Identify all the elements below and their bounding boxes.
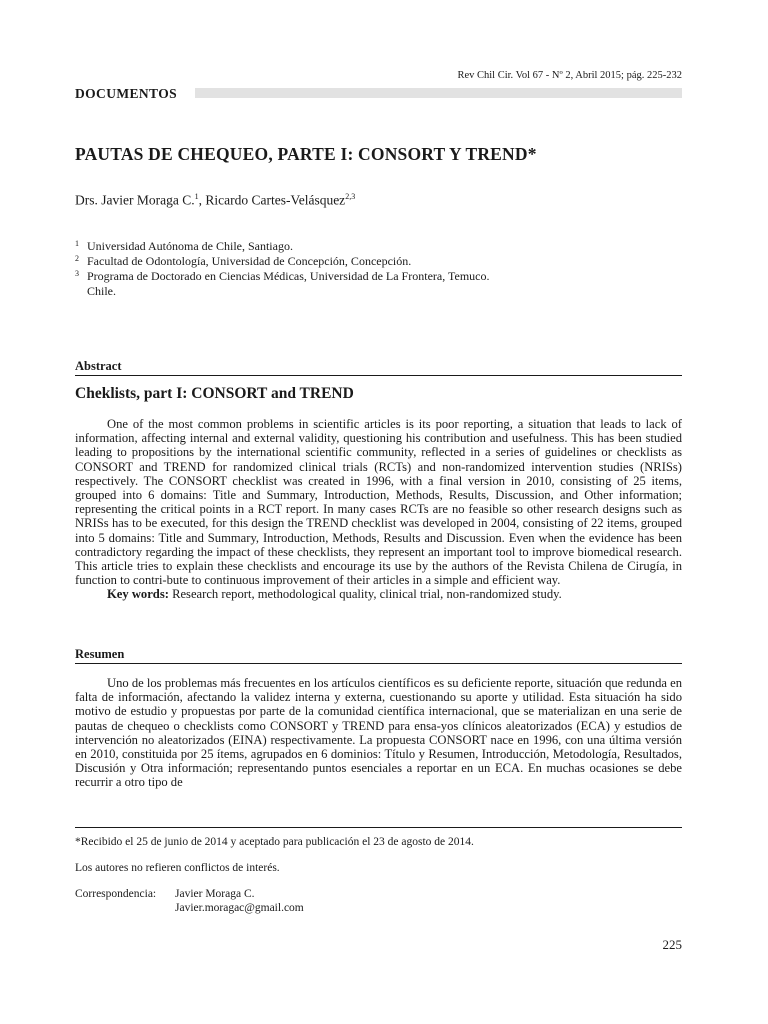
journal-reference: Rev Chil Cir. Vol 67 - Nº 2, Abril 2015; pág. 225-232 — [457, 70, 682, 81]
affiliation-text: Chile. — [87, 284, 116, 298]
keywords-paragraph — [75, 587, 682, 601]
footnote-received: *Recibido el 25 de junio de 2014 y aceptado para publicación el 23 de agosto de 2014. — [75, 836, 474, 848]
authors-line — [75, 192, 355, 209]
keywords-text: Research report, methodological quality, clinical trial, non-randomized study. — [168, 587, 562, 602]
affiliation-text: Programa de Doctorado en Ciencias Médicas, Universidad de La Frontera, Temuco. — [87, 269, 490, 283]
affiliation-number: 2 — [75, 254, 79, 263]
affiliation-continuation — [75, 284, 489, 299]
keywords-label: Key words: — [107, 587, 169, 602]
affiliation-number: 1 — [75, 239, 79, 248]
resumen-heading-label: Resumen — [75, 647, 125, 661]
affiliation-text: Universidad Autónoma de Chile, Santiago. — [87, 239, 293, 253]
section-bar — [195, 88, 682, 98]
affiliation-number: 3 — [75, 269, 79, 278]
author-2: , Ricardo Cartes-Velásquez — [198, 192, 346, 208]
abstract-body — [75, 417, 682, 602]
section-label: DOCUMENTOS — [75, 86, 178, 101]
section-tag — [75, 85, 682, 101]
correspondence-email: Javier.moragac@gmail.com — [175, 902, 304, 914]
affiliation-3 — [75, 269, 489, 284]
abstract-heading — [75, 359, 682, 376]
resumen-heading — [75, 647, 682, 664]
affiliations — [75, 239, 489, 299]
footnote-divider — [75, 827, 682, 828]
resumen-body — [75, 676, 682, 790]
author-2-affil: 2,3 — [345, 192, 356, 201]
page-number: 225 — [662, 937, 682, 952]
abstract-heading-label: Abstract — [75, 359, 122, 373]
correspondence-label: Correspondencia: — [75, 888, 157, 900]
author-1-affil: 1 — [194, 192, 199, 201]
affiliation-1 — [75, 239, 489, 254]
article-page — [75, 0, 682, 1024]
abstract-paragraph: One of the most common problems in scientific articles is its poor reporting, a situation that leads to lack of information, affecting internal and external validity, questioning his contribution and usefulness. This has been studied leading to propositions by the international scientific community, reflected in a series of guidelines or checklists as CONSORT and TREND for randomized clinical trials (RCTs) and non-randomized intervention studies (NRISs) respectively. The CONSORT checklist was created in 1996, with a final version in 2010, consisting of 25 items, grouped into 6 domains: Title and Summary, Introduction, Methods, Results, Discussion, and Other information; representing the critical points in a RCT report. In many cases RCTs are no feasible so other research designs such as NRISs has to be executed, for this design the TREND checklist was developed in 2004, consisting of 22 items, grouped into 5 domains: Title and Summary, Introduction, Methods, Results and Discussion. Even when the evidence has been contradictory regarding the impact of these checklists, they represent an important tool to improve biomedical research. This article tries to explain these checklists and encourage its use by the authors of the Revista Chilena de Cirugía, in function to contri-bute to continuous improvement of their articles in a simple and efficient way. — [75, 417, 682, 588]
author-1: Drs. Javier Moraga C. — [75, 192, 195, 208]
resumen-paragraph: Uno de los problemas más frecuentes en los artículos científicos es su deficiente reporte, situación que redunda en falta de información, afectando la validez interna y externa, cuestionando su aporte y utilidad. Esta situación ha sido motivo de estudio y propuestas por parte de la comunidad científica internacional, que se materializan en una serie de pautas de chequeo o checklists como CONSORT y TREND para ensa-yos clínicos aleatorizados (ECA) y estudios de intervención no aleatorizados (EINA) respectivamente. La propuesta CONSORT nace en 1996, con una última versión en 2010, constituida por 25 ítems, agrupados en 6 dominios: Título y Resumen, Introducción, Metodología, Resultados, Discusión y Otra información; representando puntos esenciales a reportar en un ECA. En muchas ocasiones se debe recurrir a otro tipo de — [75, 676, 682, 790]
article-title: PAUTAS DE CHEQUEO, PARTE I: CONSORT Y TREND* — [75, 144, 537, 164]
abstract-title: Cheklists, part I: CONSORT and TREND — [75, 385, 354, 402]
correspondence-name: Javier Moraga C. — [175, 888, 255, 900]
footnote-conflicts: Los autores no refieren conflictos de interés. — [75, 862, 280, 874]
affiliation-2 — [75, 254, 489, 269]
affiliation-text: Facultad de Odontología, Universidad de Concepción, Concepción. — [87, 254, 412, 268]
